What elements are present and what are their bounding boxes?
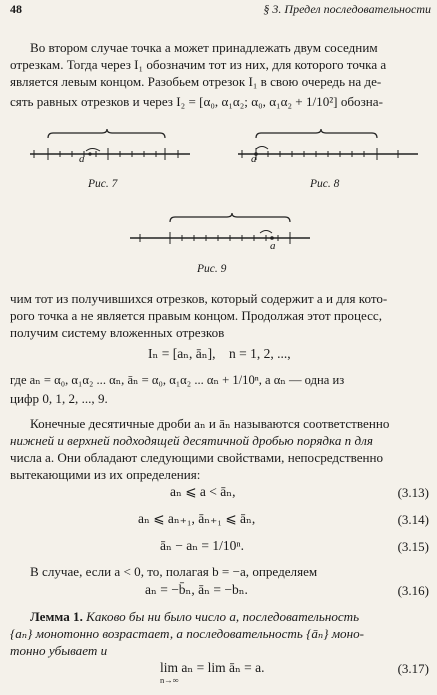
para2-line2: рого точка a не является правым концом. Продолжая этот процесс, [10,308,382,323]
page-header [10,2,431,20]
lemma-line1-text: Каково бы ни было число a, последовательность [86,609,360,624]
lemma-line1 [10,608,431,625]
para1-line4-formula: I₂ = [α₀, α₁α₂; α₀, α₁α₂ + 1/10²] [176,94,338,109]
para3-line3: числа a. Они обладают следующими свойствами, непосредственно [10,450,384,465]
para1-line4 [10,93,431,110]
eq-In-formula: Iₙ = [aₙ, āₙ], [148,346,216,361]
fig9-caption: Рис. 9 [197,263,227,275]
eq-3-15-number: (3.15) [397,539,429,554]
where-line2: цифр 0, 1, 2, ..., 9. [10,391,108,406]
eq-3-13: aₙ ⩽ a < āₙ, [170,484,236,499]
lemma-line3: тонно убывает и [10,643,108,658]
eq-3-17-number: (3.17) [397,661,429,676]
section-title: § 3. Предел последовательности [263,2,431,16]
eq-3-13-number: (3.13) [397,485,429,500]
para1-line1: Во втором случае точка a может принадлежать двум соседним [30,40,378,55]
figure-8 [238,130,418,170]
eq-3-14-number: (3.14) [397,512,429,527]
para2-line1: чим тот из получившихся отрезков, который содержит a и для кото- [10,291,388,306]
para2-line3: получим систему вложенных отрезков [10,325,225,340]
eq-3-17: lim aₙ = lim āₙ = a. [160,660,265,675]
lemma-title: Лемма 1. [30,609,83,624]
para1-line3: является левым концом. Разобьем отрезок I₁ в свою очередь на де- [10,74,382,89]
para3-line4: вытекающими из их определения: [10,467,201,482]
eq-3-15: āₙ − aₙ = 1/10ⁿ. [160,538,245,553]
para3-line2: нижней и верхней подходящей десятичной дробью порядка n для [10,433,373,448]
para1-line4-end: обозна- [340,94,383,109]
eq-3-16-number: (3.16) [397,583,429,598]
fig8-point-label: a [251,153,257,165]
eq-3-14: aₙ ⩽ aₙ₊₁, āₙ₊₁ ⩽ āₙ, [138,511,256,526]
eq-In [148,346,291,362]
eq-3-17-sub: n→∞ [160,675,179,685]
fig9-point-label: a [270,240,276,252]
para3-line1: Конечные десятичные дроби aₙ и āₙ называются соответственно [30,416,390,431]
where-line1: где aₙ = α₀, α₁α₂ ... αₙ, āₙ = α₀, α₁α₂ ... αₙ + 1/10ⁿ, а αₙ — одна из [10,373,345,387]
fig7-caption: Рис. 7 [88,178,118,190]
para1-line2: отрезкам. Тогда через I₁ обозначим тот из них, для которого точка a [10,57,387,72]
fig7-point-label: a [79,153,85,165]
lemma-line2: {aₙ} монотонно возрастает, а последовательность {āₙ} моно- [10,626,365,641]
fig8-caption: Рис. 8 [310,178,340,190]
figure-7 [30,130,190,170]
eq-In-range: n = 1, 2, ..., [228,346,291,361]
page-number: 48 [10,2,22,16]
eq-3-16: aₙ = −b̄ₙ, āₙ = −bₙ. [145,582,248,597]
figure-9 [130,214,310,254]
para1-line4-start: сять равных отрезков и через [10,94,173,109]
case-line: В случае, если a < 0, то, полагая b = −a, определяем [30,564,318,579]
